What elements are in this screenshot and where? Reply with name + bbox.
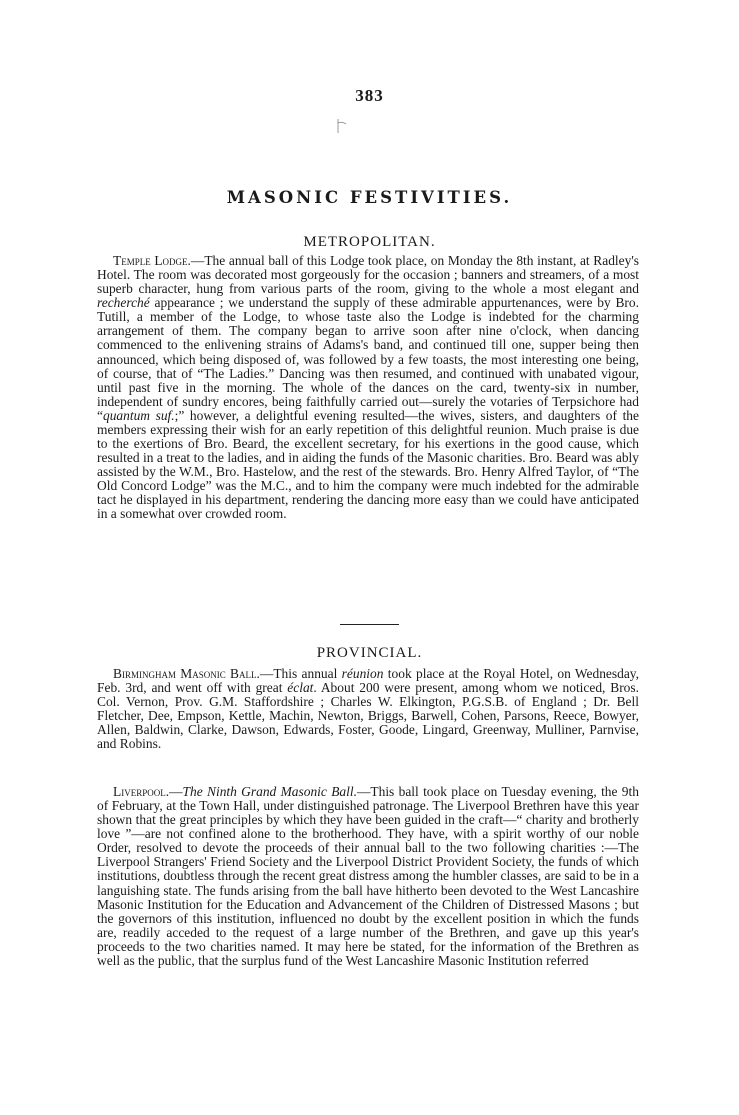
section-heading-provincial: PROVINCIAL. [316, 645, 423, 661]
page-title: MASONIC FESTIVITIES. [226, 188, 513, 207]
lead-birmingham: Birmingham Masonic Ball. [113, 666, 260, 681]
lead-temple-lodge: Temple Lodge. [113, 253, 191, 268]
paragraph-temple-lodge: Temple Lodge.—The annual ball of this Lodge took place, on Monday the 8th instant, at Radley's Hotel. The room was decorated most gorgeously for the occasion ; banners and streamers, of a most superb character, hung from various parts of the room, giving to the whole a most elegant and recherché appearance ; we understand the supply of these admirable appurtenances, were by Bro. Tutill, a member of the Lodge, to whose taste also the Lodge is indebted for the charming arrangement of them. The company began to arrive soon after nine o'clock, when dancing commenced to the enlivening strains of Adams's band, and continued till one, supper being then announced, which being disposed of, was followed by a few toasts, the most interesting one being, of course, that of “The Ladies.” Dancing was then resumed, and continued with unabated vigour, until past five in the morning. The whole of the dances on the card, twenty-six in number, independent of sundry encores, being faithfully carried out—surely the votaries of Terpsichore had “quantum suf.;” however, a delightful evening resulted—the wives, sisters, and daughters of the members expressing their wish for an early repetition of this delightful reunion. Much praise is due to the exertions of Bro. Beard, the excellent secretary, for his exertions in the good cause, which resulted in a treat to the ladies, and in aiding the funds of the Masonic charities. Bro. Beard was ably assisted by the W.M., Bro. Hastelow, and the rest of the stewards. Bro. Henry Alfred Taylor, of “The Old Concord Lodge” was the M.C., and to him the company were much indebted for the admirable tact he displayed in his department, rendering the dancing more easy than we could have anticipated in a somewhat over crowded room. [97, 253, 639, 522]
article-temple-lodge [97, 254, 639, 521]
term-reunion: réunion [341, 666, 384, 681]
article-liverpool [97, 785, 639, 968]
lead-liverpool: Liverpool. [113, 784, 170, 799]
term-eclat: éclat [287, 680, 314, 696]
article-birmingham [97, 667, 639, 751]
ball-title: The Ninth Grand Masonic Ball. [182, 784, 357, 799]
section-heading-metropolitan: METROPOLITAN. [303, 234, 436, 250]
paragraph-birmingham: Birmingham Masonic Ball.—This annual réunion took place at the Royal Hotel, on Wednesday, Feb. 3rd, and went off with great éclat. About 200 were present, among whom we noticed, Bros. Col. Vernon, Prov. G.M. Staffordshire ; Charles W. Elkington, P.G.S.B. of England ; Dr. Bell Fletcher, Dee, Empson, Kettle, Machin, Newton, Briggs, Barwell, Cohen, Parsons, Reece, Bowyer, Allen, Baldwin, Clarke, Dawson, Edwards, Foster, Goode, Lingard, Greenway, Mulliner, Parnvise, and Robins. [97, 666, 639, 752]
term-quantum-suf: quantum suf. [102, 407, 175, 423]
paragraph-liverpool: Liverpool.—The Ninth Grand Masonic Ball.—This ball took place on Tuesday evening, the 9th of February, at the Town Hall, under distinguished patronage. The Liverpool Brethren have this year shown that the great principles by which they have been guided in the craft—“ charity and brotherly love ”—are not confined alone to the brotherhood. They have, with a spirit worthy of our noble Order, resolved to devote the proceeds of their annual ball to the two following charities :—The Liverpool Strangers' Friend Society and the Liverpool District Provident Society, the funds of which institutions, doubtless through the recent great distress among the humbler classes, are said to be in a languishing state. The funds arising from the ball have hitherto been devoted to the West Lancashire Masonic Institution for the Education and Advancement of the Children of Distressed Masons ; but the governors of this institution, influenced no doubt by the excellent position in which the funds are, readily acceded to the request of a large number of the Brethren, and gave up this year's proceeds to the two charities named. It may here be stated, for the information of the Brethren as well as the public, that the surplus fund of the West Lancashire Masonic Institution referred [97, 784, 639, 968]
term-recherche: recherché [97, 295, 150, 311]
section-divider [340, 624, 399, 625]
stray-ink-mark [335, 118, 349, 134]
page-number: 383 [355, 86, 384, 105]
